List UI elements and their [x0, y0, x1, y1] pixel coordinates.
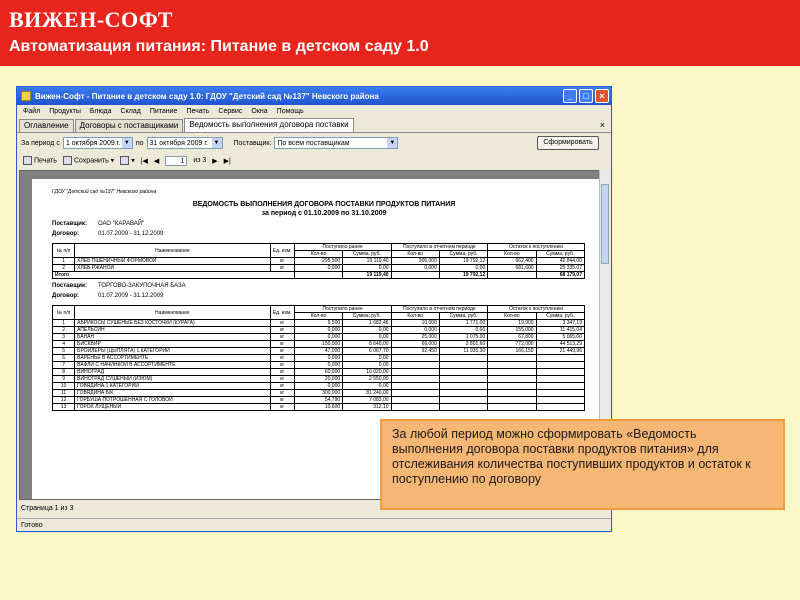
table-cell: 1	[53, 258, 75, 265]
table-cell	[536, 355, 584, 362]
table-row	[53, 265, 585, 272]
table-row	[53, 334, 585, 341]
table-cell: кг	[270, 362, 294, 369]
table-cell: ХЛЕБ РЖАНОЙ	[75, 265, 270, 272]
table-cell: кг	[270, 390, 294, 397]
slide-subtitle: Автоматизация питания: Питание в детском саду 1.0	[9, 38, 429, 55]
window-title: Вижен-Софт - Питание в детском саду 1.0: ГДОУ "Детский сад №137" Невского района	[35, 91, 379, 101]
report-period: за период с 01.10.2009 по 31.10.2009	[261, 210, 387, 217]
menu-windows[interactable]: Окна	[251, 108, 268, 115]
table-cell: 81 240,00	[343, 390, 391, 397]
total-row: Итого 19 119,40 19 792,12 68 179,07	[53, 272, 585, 279]
table-cell	[391, 362, 439, 369]
scroll-thumb[interactable]	[601, 184, 609, 264]
table-cell: 6	[53, 355, 75, 362]
info-callout: За любой период можно сформировать «Ведомость выполнения договора поставки продуктов питания» для отслеживания количества поступивших продуктов и остаток к поступлению по договору	[380, 419, 785, 510]
table-cell: БАНАН	[75, 334, 270, 341]
table-header-row: № п/п Наименование Ед. изм. Поступило ранее Поступило в отчетном периоде Остаток к поступлению	[53, 306, 585, 313]
table-cell: 7 083,00	[343, 397, 391, 404]
table-cell	[488, 390, 536, 397]
table-header-row: № п/п Наименование Ед. изм. Поступило ранее Поступило в отчетном периоде Остаток к поступлению	[53, 244, 585, 251]
table-cell: кг	[270, 369, 294, 376]
table-cell: кг	[270, 376, 294, 383]
tab-contents[interactable]: Оглавление	[19, 119, 74, 132]
table-cell	[391, 397, 439, 404]
table-cell: кг	[270, 334, 294, 341]
table-row	[53, 390, 585, 397]
table-cell: 19 792,12	[439, 258, 487, 265]
table-cell: 1 771,00	[439, 320, 487, 327]
zoom-icon	[120, 156, 129, 165]
table-cell: 12	[53, 397, 75, 404]
supplier-line: Поставщик: ТОРГОВО-ЗАКУПОЧНАЯ БАЗА	[52, 283, 186, 289]
table-cell: 166,150	[488, 348, 536, 355]
table-cell: АПЕЛЬСИН	[75, 327, 270, 334]
window-titlebar[interactable]	[17, 87, 611, 105]
table-cell	[536, 362, 584, 369]
table-cell: 67,800	[488, 334, 536, 341]
table-cell: кг	[270, 258, 294, 265]
table-cell: 13	[53, 404, 75, 411]
table-cell	[439, 362, 487, 369]
next-page-button[interactable]: ▶	[212, 157, 218, 165]
tab-supplier-contracts[interactable]: Договоры с поставщиками	[75, 119, 184, 132]
table-row	[53, 369, 585, 376]
table-cell: 21 449,96	[536, 348, 584, 355]
disk-icon	[63, 156, 72, 165]
table-cell: кг	[270, 383, 294, 390]
table-cell: 4	[53, 341, 75, 348]
maximize-button[interactable]: □	[579, 89, 593, 103]
table-cell: ВАРЕНЬЕ В АССОРТИМЕНТЕ	[75, 355, 270, 362]
table-cell: ВАФЛИ С НАЧИНКОЙ В АССОРТИМЕНТЕ	[75, 362, 270, 369]
first-page-button[interactable]: |◀	[140, 157, 148, 165]
table-cell: 66,000	[391, 341, 439, 348]
table-cell: 10	[53, 383, 75, 390]
table-cell: 42 844,00	[536, 258, 584, 265]
table-cell	[536, 383, 584, 390]
table-cell	[391, 369, 439, 376]
chevron-down-icon[interactable]: ▼	[387, 138, 397, 148]
table-cell: 47,000	[294, 348, 342, 355]
table-cell: ГОВЯДИНА 1 КАТЕГОРИИ	[75, 383, 270, 390]
table-cell: ХЛЕБ ПШЕНИЧНЫЙ ФОРМОВОЙ	[75, 258, 270, 265]
table-cell: 1 075,00	[439, 334, 487, 341]
supplier-label: Поставщик:	[233, 139, 272, 147]
table-cell: 0,00	[439, 327, 487, 334]
page-count: из 3	[193, 157, 207, 164]
ready-status: Готово	[17, 518, 611, 531]
zoom-button[interactable]: ▾	[120, 156, 135, 165]
table-cell	[488, 376, 536, 383]
table-subheader-row: Кол-во Сумма, руб. Кол-во Сумма, руб. Кол-во Сумма, руб.	[53, 251, 585, 258]
contract-line: Договор: 01.07.2009 - 31.12.2009	[52, 231, 164, 237]
table-cell: кг	[270, 265, 294, 272]
table-cell: 5 065,00	[536, 334, 584, 341]
table-cell: 20,000	[294, 376, 342, 383]
table-cell: 6 067,70	[343, 348, 391, 355]
table-cell	[536, 404, 584, 411]
table-cell: 0,000	[294, 327, 342, 334]
menu-help[interactable]: Помощь	[276, 108, 304, 115]
table-cell: 662,400	[488, 258, 536, 265]
table-cell	[536, 397, 584, 404]
page-number-input[interactable]: 1	[165, 156, 187, 166]
minimize-button[interactable]: _	[563, 89, 577, 103]
table-cell: 92,450	[391, 348, 439, 355]
table-cell: БИСКВИР	[75, 341, 270, 348]
menu-bar	[17, 105, 611, 118]
table-cell	[391, 355, 439, 362]
table-cell: 0,00	[343, 334, 391, 341]
table-cell: 54,790	[294, 397, 342, 404]
table-cell	[488, 397, 536, 404]
table-cell: 11	[53, 390, 75, 397]
tab-contract-report[interactable]: Ведомость выполнения договора поставки	[184, 118, 353, 132]
table-row	[53, 397, 585, 404]
table-cell: 155,000	[488, 327, 536, 334]
table-cell: 0,000	[294, 383, 342, 390]
printer-icon	[23, 156, 32, 165]
tab-close-icon[interactable]: ×	[599, 120, 605, 130]
report-toolbar	[17, 153, 611, 168]
report-blocks	[52, 221, 596, 411]
table-cell: 2 550,00	[343, 376, 391, 383]
table-cell: 10,600	[294, 404, 342, 411]
table-cell: 300,000	[294, 390, 342, 397]
table-cell: 1	[53, 320, 75, 327]
save-button[interactable]: Сохранить ▾	[63, 156, 114, 165]
table-cell: 44 513,29	[536, 341, 584, 348]
table-cell: 5	[53, 348, 75, 355]
table-cell	[439, 397, 487, 404]
menu-nutrition[interactable]: Питание	[149, 108, 178, 115]
page-status: Страница 1 из 3	[21, 505, 74, 512]
table-cell: 0,00	[343, 265, 391, 272]
table-cell: кг	[270, 397, 294, 404]
table-cell: 0,000	[294, 265, 342, 272]
table-cell: 25 335,07	[536, 265, 584, 272]
table-cell: 1 682,46	[343, 320, 391, 327]
contract-line: Договор: 01.07.2009 - 31.12.2009	[52, 293, 164, 299]
menu-dishes[interactable]: Блюда	[89, 108, 112, 115]
table-cell: 8	[53, 369, 75, 376]
print-button[interactable]: Печать	[23, 156, 57, 165]
supplier-line: Поставщик: ОАО "КАРАВАЙ"	[52, 221, 145, 227]
table-cell: 8 640,00	[343, 341, 391, 348]
table-cell	[391, 404, 439, 411]
table-cell: БРОЙЛЕРЫ (ЦЫПЛЯТА) 1 КАТЕГОРИИ	[75, 348, 270, 355]
table-cell: кг	[270, 348, 294, 355]
table-cell: 0,000	[294, 355, 342, 362]
period-from-label: За период с	[21, 139, 60, 147]
table-cell: 9	[53, 376, 75, 383]
period-to-label: по	[135, 139, 144, 147]
table-cell: 10 020,00	[343, 369, 391, 376]
table-row	[53, 348, 585, 355]
table-cell: 306,000	[391, 258, 439, 265]
table-cell	[488, 404, 536, 411]
table-cell: 25,000	[391, 334, 439, 341]
table-cell: 0,000	[391, 265, 439, 272]
table-cell: 0,00	[343, 362, 391, 369]
filter-bar	[17, 133, 611, 153]
table-cell	[391, 376, 439, 383]
table-cell	[439, 383, 487, 390]
brand-title: ВИЖЕН-СОФТ	[9, 7, 173, 32]
table-cell	[391, 383, 439, 390]
table-cell: кг	[270, 327, 294, 334]
table-cell: 2	[53, 327, 75, 334]
table-cell	[439, 390, 487, 397]
menu-warehouse[interactable]: Склад	[120, 108, 141, 115]
table-cell: 0,000	[294, 334, 342, 341]
table-cell: 3	[53, 334, 75, 341]
app-icon	[21, 91, 31, 101]
last-page-button[interactable]: ▶|	[223, 157, 231, 165]
table-cell	[488, 369, 536, 376]
menu-service[interactable]: Сервис	[218, 108, 243, 115]
report-table	[52, 305, 585, 411]
table-cell: 295,500	[294, 258, 342, 265]
table-cell: 60,000	[294, 369, 342, 376]
table-cell: 11 415,04	[536, 327, 584, 334]
prev-page-button[interactable]: ◀	[153, 157, 160, 165]
table-cell: кг	[270, 355, 294, 362]
table-subheader-row: Кол-во Сумма, руб. Кол-во Сумма, руб. Кол-во Сумма, руб.	[53, 313, 585, 320]
table-cell: 10,000	[391, 320, 439, 327]
table-cell	[488, 362, 536, 369]
table-row	[53, 376, 585, 383]
table-cell: 3 801,60	[439, 341, 487, 348]
table-cell	[536, 369, 584, 376]
chevron-down-icon[interactable]: ▼	[212, 138, 222, 148]
menu-file[interactable]: Файл	[23, 108, 41, 115]
table-cell: 19 119,40	[343, 258, 391, 265]
table-cell: 0,000	[391, 327, 439, 334]
table-cell: ГОВЯДИНА Б/К	[75, 390, 270, 397]
table-cell: 11 935,30	[439, 348, 487, 355]
table-cell: ГОРБУША ПОТРОШЕННАЯ С ГОЛОВОЙ	[75, 397, 270, 404]
table-cell	[391, 390, 439, 397]
table-cell: 7	[53, 362, 75, 369]
close-button[interactable]: ×	[595, 89, 609, 103]
table-row	[53, 341, 585, 348]
table-cell	[536, 390, 584, 397]
table-cell: 9,500	[294, 320, 342, 327]
table-row	[53, 258, 585, 265]
table-row	[53, 320, 585, 327]
table-cell: ВИНОГРАД СУШЕНЫЙ (ИЗЮМ)	[75, 376, 270, 383]
table-row	[53, 362, 585, 369]
chevron-down-icon[interactable]: ▼	[122, 138, 132, 148]
table-cell: 0,00	[343, 327, 391, 334]
table-row	[53, 355, 585, 362]
table-cell: 150,000	[294, 341, 342, 348]
table-cell: 0,00	[439, 265, 487, 272]
table-cell: 0,00	[343, 383, 391, 390]
menu-products[interactable]: Продукты	[49, 108, 81, 115]
table-cell	[439, 369, 487, 376]
table-cell	[536, 376, 584, 383]
period-to-picker[interactable]: 31 октября 2009 г. ▼	[147, 137, 223, 149]
table-row	[53, 327, 585, 334]
table-cell	[488, 383, 536, 390]
table-row	[53, 383, 585, 390]
build-report-button[interactable]: Сформировать	[537, 136, 598, 150]
table-cell: кг	[270, 404, 294, 411]
table-cell: 19,900	[488, 320, 536, 327]
table-cell: ГОРОХ ЛУЩЕНЫЙ	[75, 404, 270, 411]
table-cell	[439, 404, 487, 411]
tab-strip	[17, 118, 611, 133]
table-cell: 3 347,19	[536, 320, 584, 327]
table-cell: кг	[270, 341, 294, 348]
report-org: ГДОУ "Детский сад №137" Невского района	[52, 189, 157, 195]
table-cell: 0,000	[294, 362, 342, 369]
report-title: ВЕДОМОСТЬ ВЫПОЛНЕНИЯ ДОГОВОРА ПОСТАВКИ ПРОДУКТОВ ПИТАНИЯ	[192, 201, 456, 208]
table-cell: ВИНОГРАД	[75, 369, 270, 376]
table-cell: 772,000	[488, 341, 536, 348]
menu-print[interactable]: Печать	[186, 108, 210, 115]
slide-banner	[0, 0, 800, 66]
table-cell: 681,600	[488, 265, 536, 272]
supplier-select[interactable]: По всем поставщикам ▼	[274, 137, 398, 149]
table-cell	[439, 355, 487, 362]
report-table	[52, 243, 585, 279]
table-cell	[488, 355, 536, 362]
table-cell: 0,00	[343, 355, 391, 362]
table-row	[53, 404, 585, 411]
table-cell: кг	[270, 320, 294, 327]
table-cell	[439, 376, 487, 383]
table-cell: 2	[53, 265, 75, 272]
period-from-picker[interactable]: 1 октября 2009 г. ▼	[63, 137, 133, 149]
table-cell: 312,10	[343, 404, 391, 411]
table-cell: АБРИКОСЫ СУШЕНЫЕ БЕЗ КОСТОЧКИ (КУРАГА)	[75, 320, 270, 327]
